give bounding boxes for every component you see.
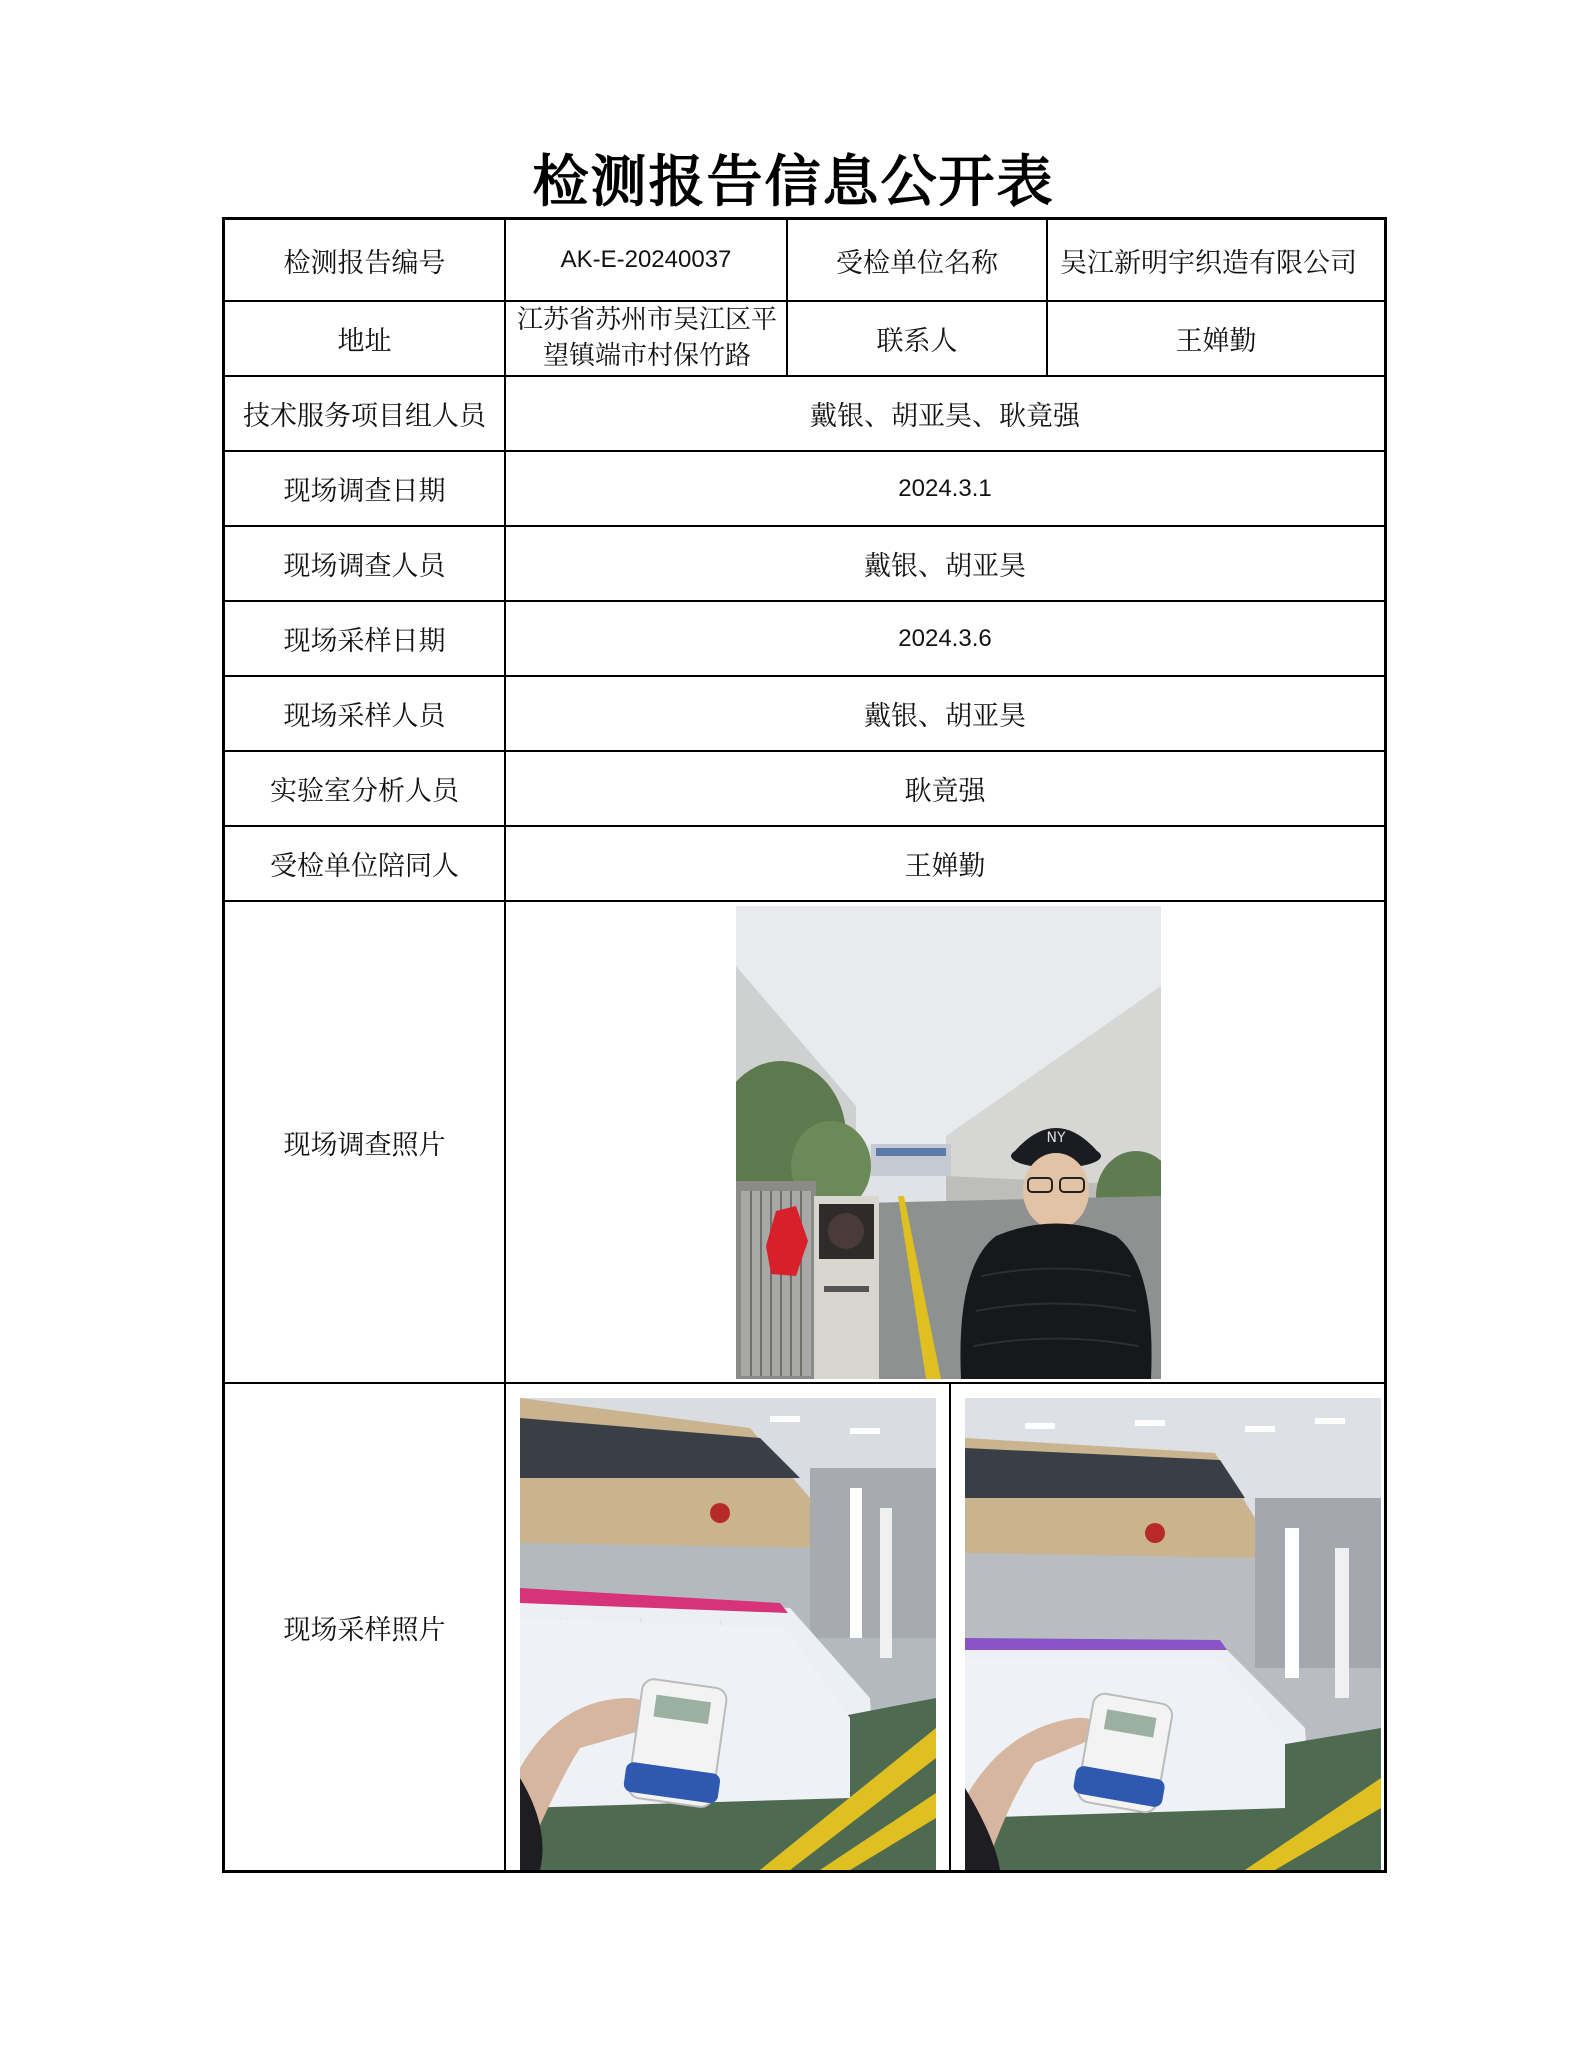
row-value-survey-staff: 戴银、胡亚昊 [864,551,1026,582]
sampling-photo-1 [520,1398,936,1870]
sampling-photo-label: 现场采样照片 [283,1614,446,1646]
page-title: 检测报告信息公开表 [532,149,1055,215]
row-value-sampling-date: 2024.3.6 [898,624,992,652]
address-value: 江苏省苏州市吴江区平望镇端市村保竹路 [516,305,777,371]
row-label-lab-analyst: 实验室分析人员 [270,776,459,807]
row-value-sampling-staff: 戴银、胡亚昊 [864,701,1026,732]
sampling-photo-2 [965,1398,1381,1870]
row-label-sampling-date: 现场采样日期 [283,626,446,657]
row-value-lab-analyst: 耿竟强 [904,776,986,807]
row-value-survey-date: 2024.3.1 [898,474,992,502]
address-label: 地址 [337,326,392,357]
contact-label: 联系人 [876,326,958,357]
contact-value: 王婵勤 [1175,326,1257,357]
column-divider [949,1382,951,1873]
row-value-team: 戴银、胡亚昊、耿竟强 [810,401,1080,432]
row-label-escort: 受检单位陪同人 [270,851,459,882]
report-no-label: 检测报告编号 [283,247,446,279]
cap-logo: NY [1046,1130,1066,1146]
row-label-team: 技术服务项目组人员 [243,401,486,432]
row-label-sampling-staff: 现场采样人员 [283,701,446,732]
row-value-escort: 王婵勤 [904,851,986,882]
report-no-value: AK-E-20240037 [560,246,732,273]
survey-photo [736,906,1161,1379]
survey-photo-label: 现场调查照片 [283,1129,446,1161]
row-label-survey-date: 现场调查日期 [283,476,446,507]
unit-name-value: 吴江新明宇织造有限公司 [1060,247,1357,279]
unit-name-label: 受检单位名称 [836,247,998,279]
row-label-survey-staff: 现场调查人员 [283,551,446,582]
